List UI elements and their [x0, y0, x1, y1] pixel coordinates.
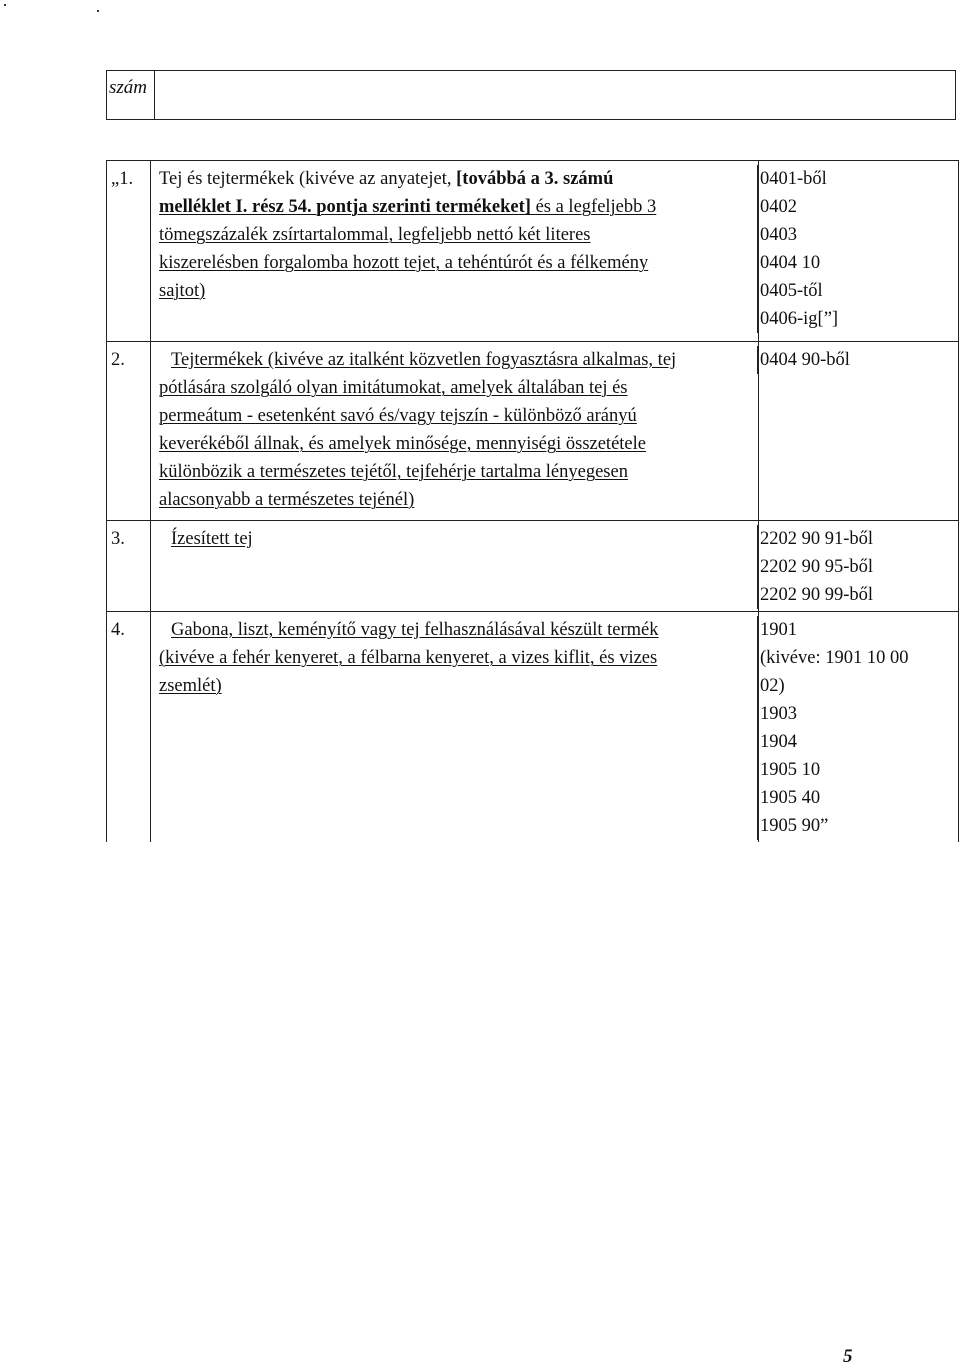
tariff-code: 0405-től	[757, 277, 958, 305]
tariff-code: 0404 90-ből	[757, 346, 958, 374]
row-number: „1.	[107, 161, 151, 342]
description-text: Tej és tejtermékek (kivéve az anyatejet,	[159, 169, 457, 189]
row-number: 3.	[107, 521, 151, 612]
description-text: tömegszázalék zsírtartalommal, legfeljebb nettó két literes	[159, 225, 591, 245]
tariff-code: (kivéve: 1901 10 00	[757, 644, 958, 672]
description-line	[159, 346, 748, 374]
description-text: melléklet I. rész 54. pontja szerinti termékeket]	[159, 197, 531, 217]
description-text: kiszerelésben forgalomba hozott tejet, a tehéntúrót és a félkemény	[159, 253, 649, 273]
page-number: 5	[843, 1346, 853, 1367]
tariff-code: 0404 10	[757, 249, 958, 277]
tariff-code: 1903	[757, 700, 958, 728]
scan-speck	[4, 4, 6, 6]
tariff-code: 2202 90 91-ből	[757, 525, 958, 553]
tariff-code: 0401-ből	[757, 165, 958, 193]
table-row	[107, 342, 959, 521]
tariff-code: 0403	[757, 221, 958, 249]
description-line	[159, 525, 748, 553]
description-line	[159, 458, 748, 486]
description-line	[159, 374, 748, 402]
product-table	[106, 160, 959, 842]
row-codes	[759, 342, 959, 521]
description-line	[159, 430, 748, 458]
row-description	[151, 161, 759, 342]
description-text: pótlására szolgáló olyan imitátumokat, amelyek általában tej és	[159, 378, 628, 398]
header-empty-cell	[155, 71, 955, 119]
description-line	[159, 193, 748, 221]
tariff-code: 1905 90”	[757, 812, 958, 840]
row-number: 2.	[107, 342, 151, 521]
header-label: szám	[107, 71, 155, 119]
table-row	[107, 612, 959, 843]
description-text: Gabona, liszt, keményítő vagy tej felhasználásával készült termék	[171, 620, 659, 640]
description-line	[159, 402, 748, 430]
description-line	[159, 221, 748, 249]
row-number: 4.	[107, 612, 151, 843]
description-line	[159, 486, 748, 514]
description-line	[159, 616, 748, 644]
row-codes	[759, 612, 959, 843]
header-table	[106, 70, 956, 120]
description-line	[159, 277, 748, 305]
tariff-code: 1901	[757, 616, 958, 644]
tariff-code: 2202 90 95-ből	[757, 553, 958, 581]
tariff-code: 0406-ig[”]	[757, 305, 958, 333]
description-text: (kivéve a fehér kenyeret, a félbarna kenyeret, a vizes kiflit, és vizes	[159, 648, 658, 668]
tariff-code: 1905 40	[757, 784, 958, 812]
tariff-code: 1904	[757, 728, 958, 756]
description-line	[159, 672, 748, 700]
description-line	[159, 644, 748, 672]
scan-speck	[97, 10, 99, 12]
row-description	[151, 612, 759, 843]
description-text: alacsonyabb a természetes tejénél)	[159, 490, 415, 510]
description-text: sajtot)	[159, 281, 206, 301]
description-line	[159, 249, 748, 277]
row-description	[151, 521, 759, 612]
row-description	[151, 342, 759, 521]
table-row	[107, 161, 959, 342]
tariff-code: 0402	[757, 193, 958, 221]
tariff-code: 02)	[757, 672, 958, 700]
tariff-code: 2202 90 99-ből	[757, 581, 958, 609]
description-text: keverékéből állnak, és amelyek minősége, mennyiségi összetétele	[159, 434, 646, 454]
description-text: [továbbá a 3. számú	[456, 169, 614, 189]
row-codes	[759, 521, 959, 612]
description-text: különbözik a természetes tejétől, tejfehérje tartalma lényegesen	[159, 462, 628, 482]
row-codes	[759, 161, 959, 342]
tariff-code: 1905 10	[757, 756, 958, 784]
description-text: Ízesített tej	[171, 529, 253, 549]
description-text: és a legfeljebb 3	[530, 197, 657, 217]
description-text: permeátum - esetenként savó és/vagy tejszín - különböző arányú	[159, 406, 637, 426]
description-line	[159, 165, 748, 193]
description-text: Tejtermékek (kivéve az italként közvetlen fogyasztásra alkalmas, tej	[171, 350, 677, 370]
description-text: zsemlét)	[159, 676, 222, 696]
table-row	[107, 521, 959, 612]
